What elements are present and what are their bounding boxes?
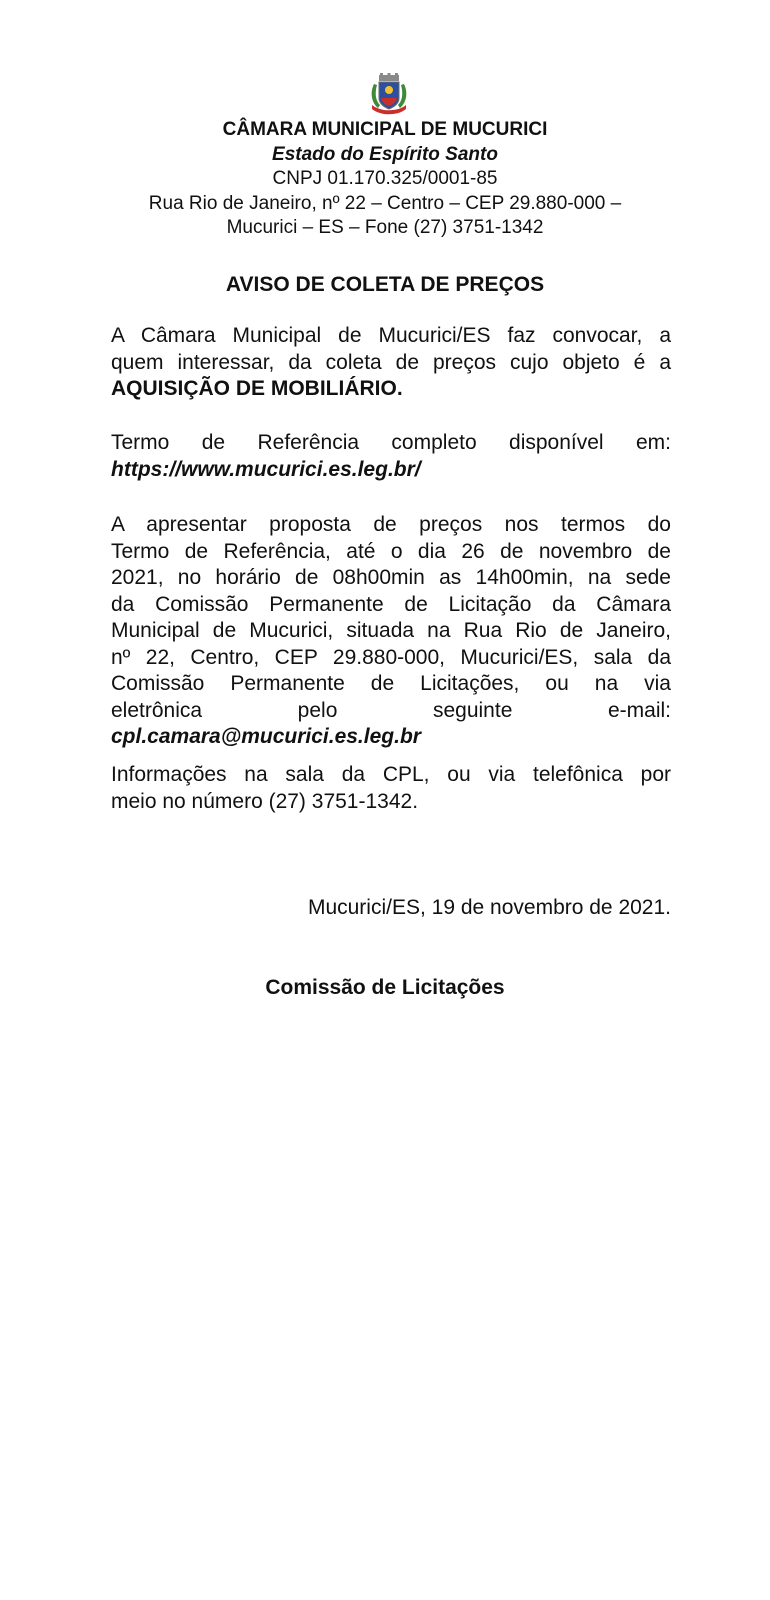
paragraph-line: A Câmara Municipal de Mucurici/ES faz convocar, a	[111, 324, 671, 347]
paragraph-line: nº 22, Centro, CEP 29.880-000, Mucurici/ES, sala da	[111, 645, 671, 669]
address-line-2: Mucurici – ES – Fone (27) 3751-1342	[226, 217, 544, 238]
email-link[interactable]: cpl.camara@mucurici.es.leg.br	[111, 725, 421, 748]
reference-url-link[interactable]: https://www.mucurici.es.leg.br/	[111, 457, 421, 481]
address-line-1: Rua Rio de Janeiro, nº 22 – Centro – CEP 29.880-000 –	[148, 192, 622, 214]
proposal-paragraph	[111, 512, 671, 751]
notice-title: AVISO DE COLETA DE PREÇOS	[225, 273, 545, 296]
date-line: Mucurici/ES, 19 de novembro de 2021.	[307, 896, 671, 919]
paragraph-line: Informações na sala da CPL, ou via telefônica por	[111, 763, 671, 786]
paragraph-line: da Comissão Permanente de Licitação da Câmara	[111, 592, 671, 616]
signature: Comissão de Licitações	[265, 976, 505, 999]
state-name: Estado do Espírito Santo	[272, 143, 498, 165]
intro-paragraph	[111, 323, 671, 403]
org-name: CÂMARA MUNICIPAL DE MUCURICI	[222, 119, 548, 140]
paragraph-line: eletrônica pelo seguinte e-mail:	[111, 698, 671, 722]
municipal-coat-of-arms-icon	[366, 72, 412, 118]
paragraph-line: A apresentar proposta de preços nos termos do	[111, 513, 671, 536]
paragraph-line: quem interessar, da coleta de preços cujo objeto é a	[111, 350, 671, 374]
paragraph-line: meio no número (27) 3751-1342.	[111, 789, 419, 813]
cnpj: CNPJ 01.170.325/0001-85	[272, 168, 498, 189]
paragraph-line: Comissão Permanente de Licitações, ou na via	[111, 672, 671, 695]
paragraph-line: Municipal de Mucurici, situada na Rua Rio de Janeiro,	[111, 619, 671, 642]
paragraph-line: Termo de Referência, até o dia 26 de novembro de	[111, 539, 671, 563]
paragraph-line: Termo de Referência completo disponível em:	[111, 431, 671, 454]
paragraph-line: 2021, no horário de 08h00min as 14h00min, na sede	[111, 566, 671, 589]
procurement-object: AQUISIÇÃO DE MOBILIÁRIO.	[111, 377, 403, 400]
letterhead	[100, 118, 670, 241]
info-paragraph	[111, 762, 671, 815]
reference-paragraph	[111, 430, 671, 483]
